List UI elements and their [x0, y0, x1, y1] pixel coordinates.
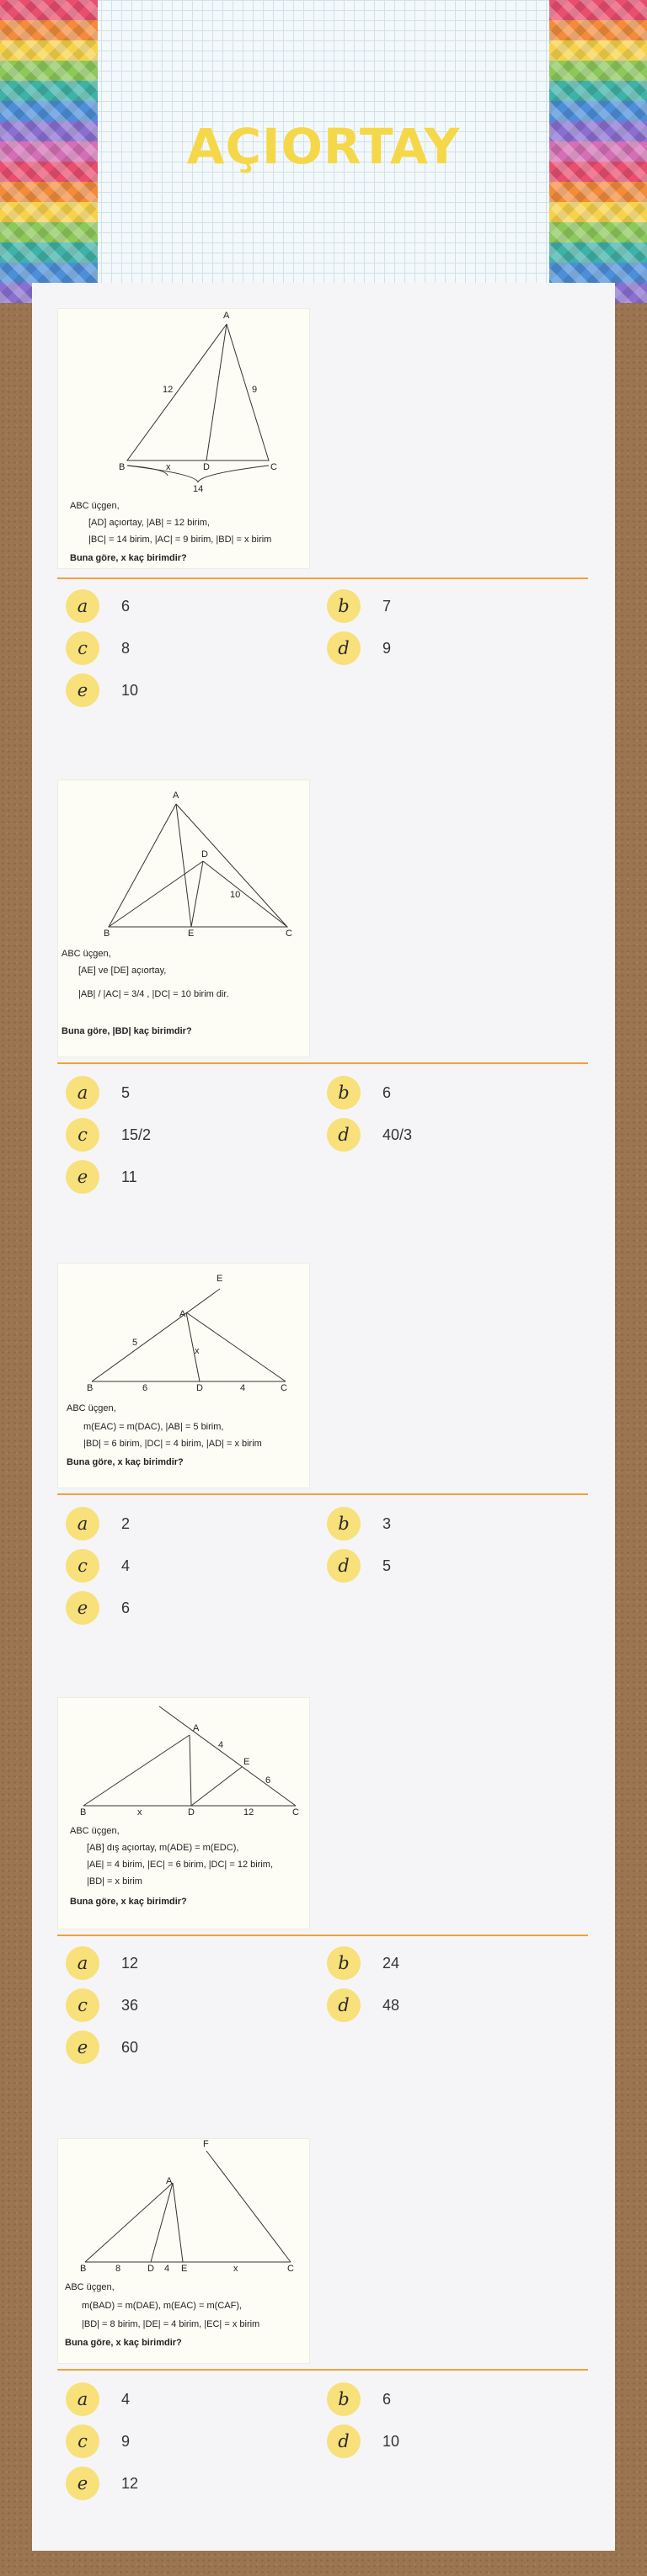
option-badge: c	[66, 631, 99, 665]
triangle-diagram-4	[58, 1698, 311, 1930]
question-2-option-b[interactable]: b 6	[327, 1076, 391, 1110]
question-2-option-c[interactable]: c 15/2	[66, 1118, 151, 1152]
question-3-option-b[interactable]: b 3	[327, 1507, 391, 1541]
option-badge: a	[66, 1507, 99, 1541]
question-1-option-e[interactable]: e 10	[66, 673, 138, 707]
question-2-option-e[interactable]: e 11	[66, 1160, 137, 1194]
option-badge: b	[327, 1946, 361, 1980]
question-3-option-d[interactable]: d 5	[327, 1549, 391, 1583]
option-badge: c	[66, 2424, 99, 2458]
question-2-figure: A B C D E 10 ABC üçgen, [AE] ve [DE] açıortay, |AB| / |AC| = 3/4 , |DC| = 10 birim dir. Buna göre, |BD| kaç birimdir?	[57, 780, 310, 1057]
option-badge: a	[66, 2382, 99, 2416]
question-5-option-d[interactable]: d 10	[327, 2424, 399, 2458]
option-badge: c	[66, 1118, 99, 1152]
question-3-option-e[interactable]: e 6	[66, 1591, 130, 1625]
triangle-diagram-5	[58, 2139, 311, 2365]
option-badge: e	[66, 1591, 99, 1625]
option-badge: d	[327, 1118, 361, 1152]
question-4-option-b[interactable]: b 24	[327, 1946, 399, 1980]
triangle-diagram-2	[58, 780, 311, 1058]
option-badge: b	[327, 2382, 361, 2416]
option-badge: d	[327, 1988, 361, 2022]
question-5-figure: A B C D E F 8 4 x ABC üçgen, m(BAD) = m(DAE), m(EAC) = m(CAF), |BD| = 8 birim, |DE| = 4 birim, |EC| = x birim Buna göre, x kaç birimdir?	[57, 2138, 310, 2364]
option-badge: c	[66, 1549, 99, 1583]
option-badge: d	[327, 2424, 361, 2458]
question-4-option-a[interactable]: a 12	[66, 1946, 138, 1980]
option-badge: e	[66, 1160, 99, 1194]
question-4-option-d[interactable]: d 48	[327, 1988, 399, 2022]
question-2-divider	[57, 1062, 588, 1064]
question-2-option-d[interactable]: d 40/3	[327, 1118, 412, 1152]
question-5-option-b[interactable]: b 6	[327, 2382, 391, 2416]
quiz-card	[32, 283, 615, 2551]
question-1-option-c[interactable]: c 8	[66, 631, 130, 665]
question-2-option-a[interactable]: a 5	[66, 1076, 130, 1110]
option-badge: a	[66, 1076, 99, 1110]
option-badge: c	[66, 1988, 99, 2022]
question-1-option-d[interactable]: d 9	[327, 631, 391, 665]
question-1-option-a[interactable]: a 6	[66, 589, 130, 623]
question-4-option-c[interactable]: c 36	[66, 1988, 138, 2022]
question-4-option-e[interactable]: e 60	[66, 2030, 138, 2064]
option-badge: e	[66, 2030, 99, 2064]
question-1-figure: A B C D 12 9 x 14 ABC üçgen, [AD] açıortay, |AB| = 12 birim, |BC| = 14 birim, |AC| = 9 birim, |BD| = x birim Buna göre, x kaç birimdir?	[57, 308, 310, 569]
option-badge: b	[327, 1507, 361, 1541]
question-5-option-a[interactable]: a 4	[66, 2382, 130, 2416]
page-title: AÇIORTAY	[186, 118, 461, 175]
question-3-figure: A B C D E 5 6 4 x ABC üçgen, m(EAC) = m(DAC), |AB| = 5 birim, |BD| = 6 birim, |DC| = 4 birim, |AD| = x birim Buna göre, x kaç birimdir?	[57, 1263, 310, 1488]
triangle-diagram-3	[58, 1264, 311, 1489]
question-3-option-c[interactable]: c 4	[66, 1549, 130, 1583]
option-badge: b	[327, 1076, 361, 1110]
option-badge: a	[66, 589, 99, 623]
option-badge: d	[327, 631, 361, 665]
question-5-option-e[interactable]: e 12	[66, 2467, 138, 2500]
option-badge: a	[66, 1946, 99, 1980]
question-4-figure: A B C D E 4 6 x 12 ABC üçgen, [AB] dış açıortay, m(ADE) = m(EDC), |AE| = 4 birim, |EC| = 6 birim, |DC| = 12 birim, |BD| = x birim Buna göre, x kaç birimdir?	[57, 1697, 310, 1929]
option-badge: b	[327, 589, 361, 623]
triangle-diagram-1	[58, 309, 311, 570]
option-badge: d	[327, 1549, 361, 1583]
question-1-option-b[interactable]: b 7	[327, 589, 391, 623]
question-4-divider	[57, 1935, 588, 1936]
question-3-divider	[57, 1493, 588, 1495]
chevron-pattern-left	[0, 0, 98, 303]
header-banner	[0, 0, 647, 303]
question-3-option-a[interactable]: a 2	[66, 1507, 130, 1541]
question-5-option-c[interactable]: c 9	[66, 2424, 130, 2458]
chevron-pattern-right	[549, 0, 647, 303]
option-badge: e	[66, 673, 99, 707]
question-5-divider	[57, 2369, 588, 2371]
option-badge: e	[66, 2467, 99, 2500]
question-1-divider	[57, 577, 588, 579]
